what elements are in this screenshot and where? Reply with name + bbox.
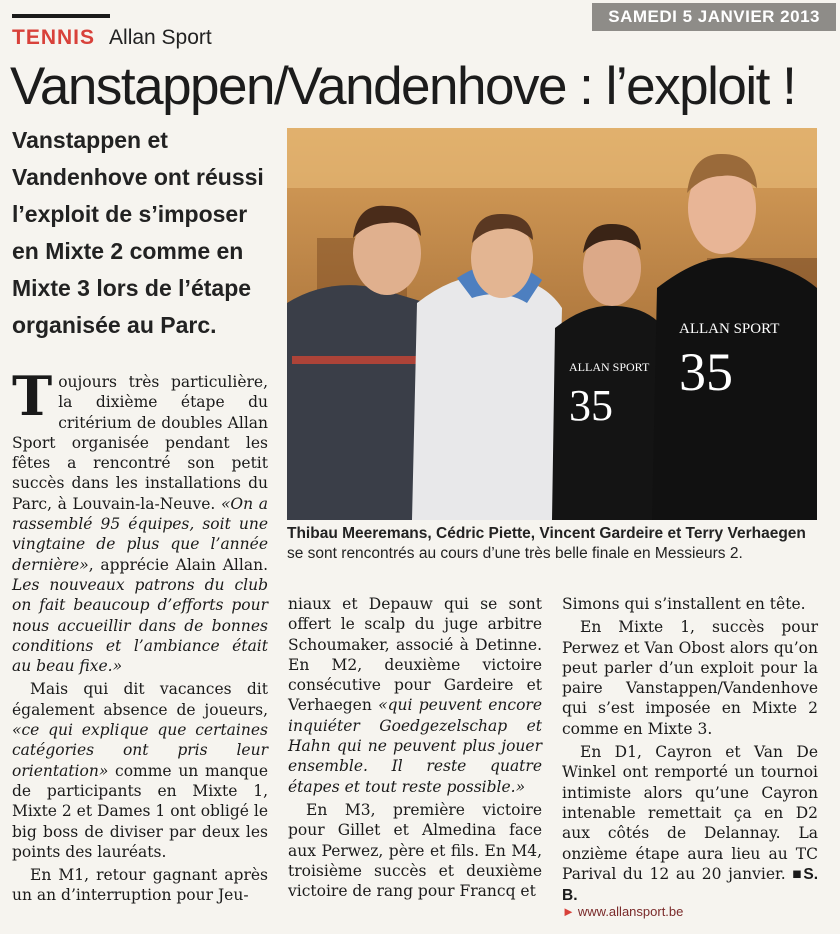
body-paragraph: En M1, retour gagnant après un an d’interruption pour Jeu- [12, 866, 268, 905]
shirt-brand-label: ALLAN SPORT [569, 360, 650, 374]
body-text: Mais qui dit vacances dit également absence de joueurs, [12, 680, 268, 719]
headline: Vanstappen/Vandenhove : l’exploit ! [10, 57, 796, 116]
body-paragraph: En Mixte 1, succès pour Perwez et Van Obost alors qu’on peut parler d’un exploit pour la paire Vanstappen/Vandenhove qui s’est imposée en Mixte 2 comme en Mixte 3. [562, 618, 818, 738]
shirt-number-label-2: 35 [679, 342, 733, 402]
quote-text: «On a rassemblé 95 équipes, soit une vingtaine de plus que l’année dernière» [12, 494, 269, 574]
date-badge: SAMEDI 5 JANVIER 2013 [592, 3, 836, 31]
team-photo [287, 128, 817, 520]
body-paragraph: En M3, première victoire pour Gillet et Almedina face aux Perwez, père et fils. En M4, troisième succès et deuxième victoire de rang pour Francq et [288, 800, 542, 901]
body-text: En D1, Cayron et Van De Winkel ont remporté un tournoi intimiste alors qu’une Cayron intenable remettait ça en D2 aux côtés de Delannay. La onzième étape aura lieu au TC Parival du 12 au 20 janvier. [562, 743, 818, 883]
drop-cap: T [12, 364, 53, 428]
author-signature: ■S. B. [562, 865, 819, 905]
article-column-2 [288, 594, 542, 904]
article-column-3 [562, 594, 818, 909]
rubric-category: TENNIS [12, 26, 96, 49]
website-url: www.allansport.be [577, 904, 684, 919]
rubric-sponsor: Allan Sport [109, 26, 212, 49]
caption-names: Thibau Meeremans, Cédric Piette, Vincent Gardeire et Terry Verhaegen [287, 525, 806, 542]
quote-text: «qui peuvent encore inquiéter Goedgezelschap et Hahn qui ne peuvent plus jouer ensemble. Il reste quatre étapes et tout reste possible.» [288, 696, 542, 796]
quote-text: Les nouveaux patrons du club on fait beaucoup d’efforts pour nous accueillir dans de bonnes conditions et l’ambiance était au beau fixe.» [12, 575, 268, 676]
quote-text: «ce qui explique que certaines catégories ont pris leur orientation» [12, 721, 268, 780]
rubric [12, 26, 212, 50]
body-text: comme un manque de participants en Mixte 1, Mixte 2 et Dames 1 ont obligé le big boss de diviser par deux les points des lauréats. [12, 761, 269, 861]
photo-caption [287, 524, 817, 564]
body-paragraph: Simons qui s’installent en tête. [562, 595, 806, 613]
website-link[interactable] [562, 904, 683, 919]
body-text: , apprécie Alain Allan. [88, 555, 268, 574]
shirt-brand-label-2: ALLAN SPORT [679, 321, 780, 337]
shirt-number-label: 35 [569, 381, 613, 430]
lead-paragraph: Vanstappen et Vandenhove ont réussi l’exploit de s’imposer en Mixte 2 comme en Mixte 3 lors de l’étape organisée au Parc. [12, 127, 264, 338]
body-text: oujours très particulière, la dixième étape du critérium de doubles Allan Sport organisée pendant les fêtes a rencontré son petit succès dans les installations du Parc, à Louvain-la-Neuve. [12, 373, 268, 513]
body-text: niaux et Depauw qui se sont offert le scalp du juge arbitre Schoumaker, associé à Detinne. En M2, deuxième victoire consécutive pour Gardeire et Verhaegen [288, 595, 542, 715]
rubric-rule [12, 14, 110, 18]
caption-text: se sont rencontrés au cours d’une très belle finale en Messieurs 2. [287, 545, 743, 562]
arrow-icon: ► [562, 904, 575, 919]
article-column-1 [12, 364, 269, 909]
